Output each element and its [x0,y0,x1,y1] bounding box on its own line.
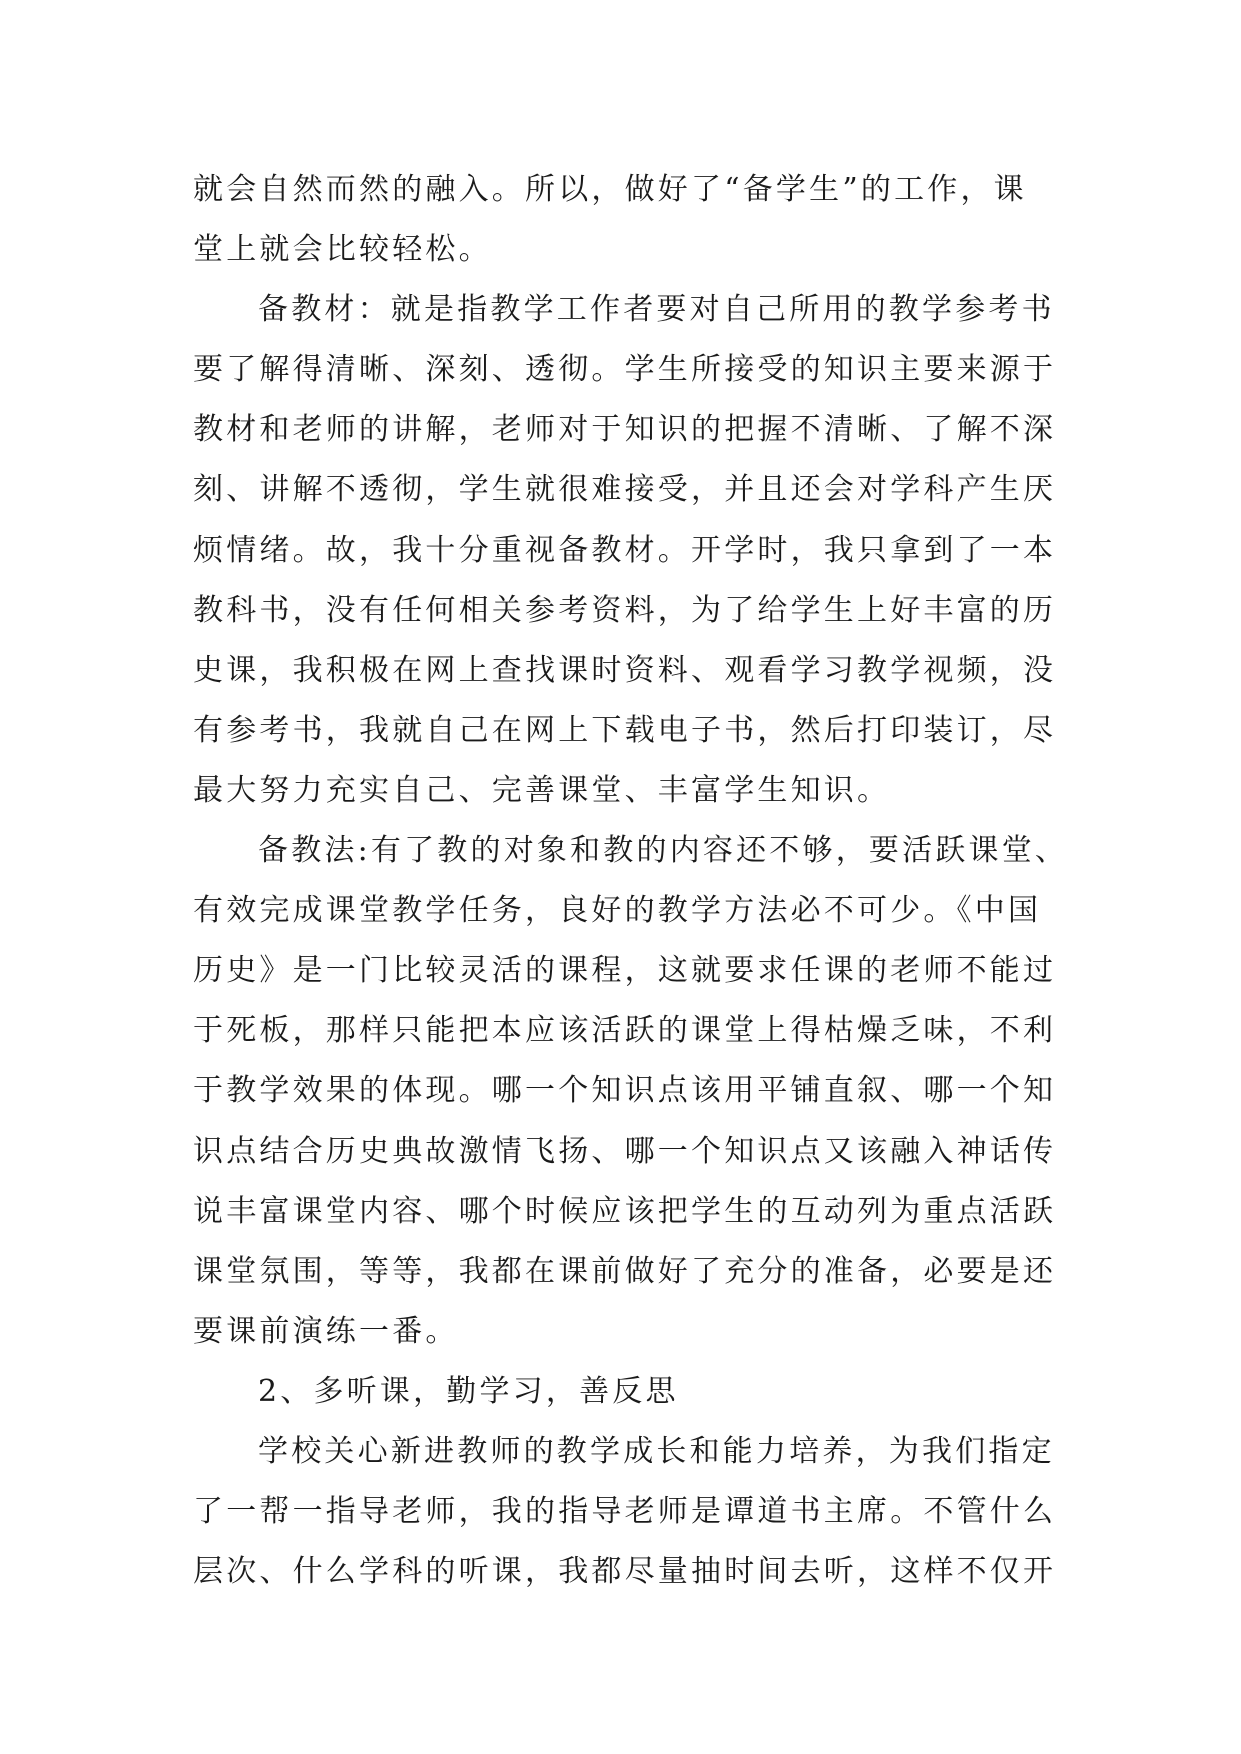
text-line: 就会自然而然的融入。所以，做好了“备学生”的工作，课 [193,172,1027,207]
paragraph-first-line: 学校关心新进教师的教学成长和能力培养，为我们指定 [258,1433,1055,1469]
paragraph-first-line: 2、多听课，勤学习，善反思 [258,1373,679,1409]
text-line: 于教学效果的体现。哪一个知识点该用平铺直叙、哪一个知 [193,1073,1057,1109]
text-line: 了一帮一指导老师，我的指导老师是谭道书主席。不管什么 [193,1494,1057,1530]
text-line: 最大努力充实自己、完善课堂、丰富学生知识。 [193,772,891,808]
text-line: 历史》是一门比较灵活的课程，这就要求任课的老师不能过 [193,953,1057,989]
text-line: 于死板，那样只能把本应该活跃的课堂上得枯燥乏味，不利 [193,1013,1057,1049]
text-line: 要课前演练一番。 [193,1313,459,1349]
text-line: 要了解得清晰、深刻、透彻。学生所接受的知识主要来源于 [193,352,1057,388]
text-line: 有效完成课堂教学任务，良好的教学方法必不可少。《中国 [193,893,1042,929]
text-line: 烦情绪。故，我十分重视备教材。开学时，我只拿到了一本 [193,532,1057,568]
paragraph-first-line: 备教法:有了教的对象和教的内容还不够，要活跃课堂、 [258,833,1069,869]
text-line: 说丰富课堂内容、哪个时候应该把学生的互动列为重点活跃 [193,1193,1057,1229]
text-line: 层次、什么学科的听课，我都尽量抽时间去听，这样不仅开 [193,1554,1057,1590]
text-line: 课堂氛围，等等，我都在课前做好了充分的准备，必要是还 [193,1253,1057,1289]
text-line: 教材和老师的讲解，老师对于知识的把握不清晰、了解不深 [193,412,1057,448]
text-line: 有参考书，我就自己在网上下载电子书，然后打印装订，尽 [193,712,1057,748]
document-body-text [193,160,1069,1602]
paragraph-first-line: 备教材：就是指教学工作者要对自己所用的教学参考书 [258,292,1055,328]
text-line: 史课，我积极在网上查找课时资料、观看学习教学视频，没 [193,652,1057,688]
text-line: 教科书，没有任何相关参考资料，为了给学生上好丰富的历 [193,592,1057,628]
text-line: 识点结合历史典故激情飞扬、哪一个知识点又该融入神话传 [193,1133,1057,1169]
text-line: 刻、讲解不透彻，学生就很难接受，并且还会对学科产生厌 [193,472,1057,508]
text-line: 堂上就会比较轻松。 [193,232,492,268]
